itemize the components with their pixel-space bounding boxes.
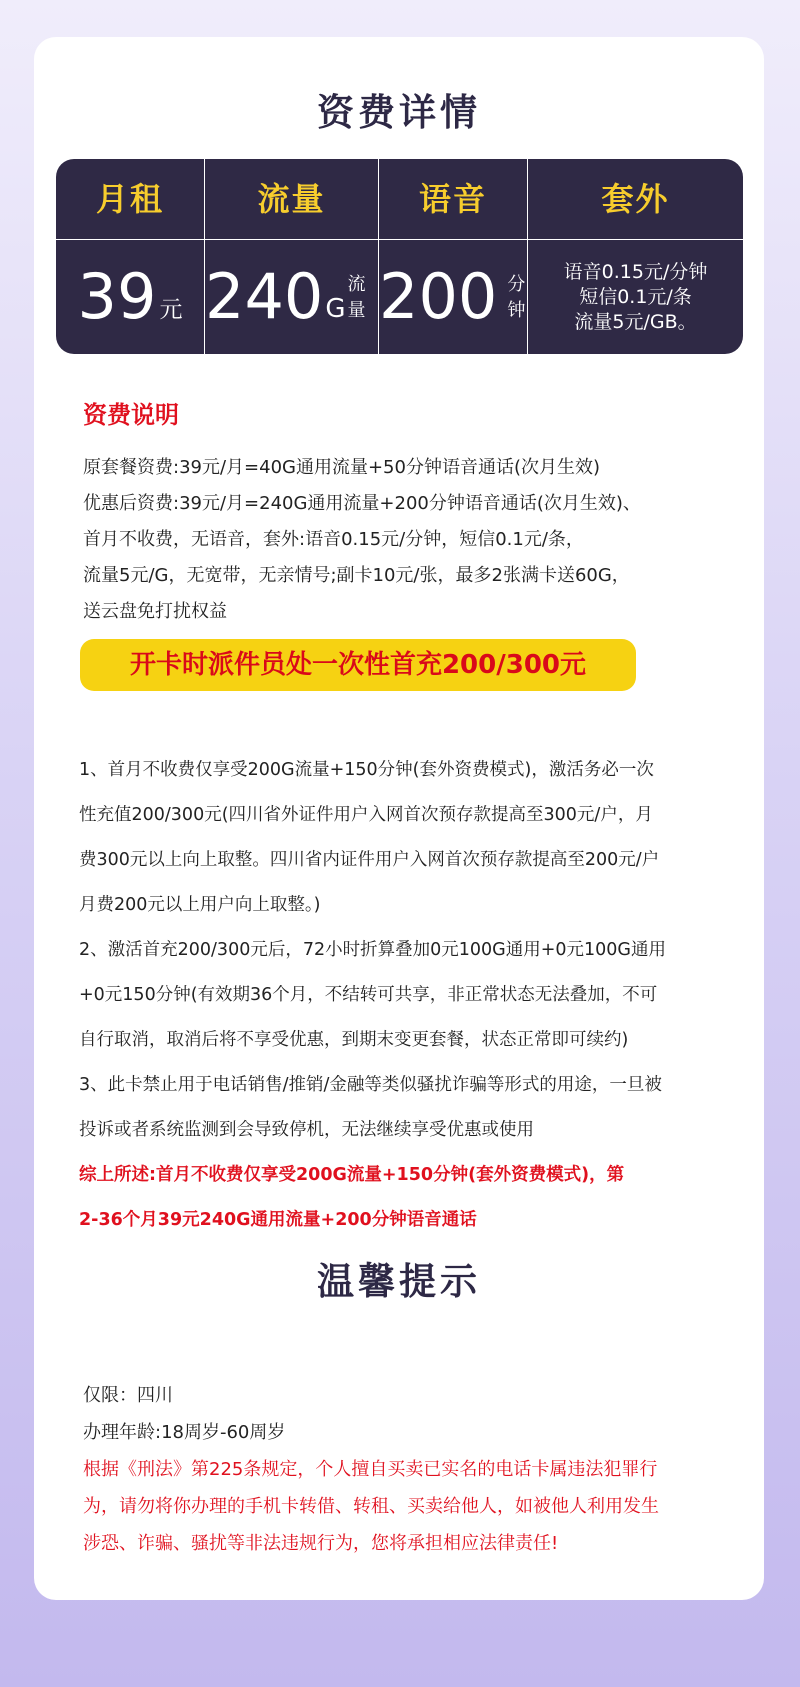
note-line: +0元150分钟(有效期36个月，不结转可共享，非正常状态无法叠加，不可: [79, 985, 658, 1005]
recharge-highlight-banner: 开卡时派件员处一次性首充200/300元: [80, 639, 636, 691]
value-voice: [379, 240, 527, 354]
data-number: 240: [205, 260, 324, 333]
header-monthly-fee: 月租: [95, 180, 164, 218]
terms-notes: [79, 748, 747, 1243]
legal-warning-line: 涉恐、诈骗、骚扰等非法违规行为，您将承担相应法律责任!: [83, 1533, 559, 1554]
page-title: 资费详情: [317, 91, 481, 134]
fee-description-heading: 资费说明: [83, 401, 179, 429]
note-line: 投诉或者系统监测到会导致停机，无法继续享受优惠或使用: [79, 1120, 534, 1140]
header-extra: 套外: [601, 180, 670, 218]
description-line: 流量5元/G，无宽带，无亲情号;副卡10元/张，最多2张满卡送60G，: [83, 565, 630, 586]
extra-charges: [564, 260, 708, 335]
note-line: 1、首月不收费仅享受200G流量+150分钟(套外资费模式)，激活务必一次: [79, 760, 654, 780]
tips-section: [83, 1377, 743, 1562]
summary-line: 综上所述:首月不收费仅享受200G流量+150分钟(套外资费模式)，第: [79, 1165, 625, 1185]
voice-number: 200: [379, 260, 498, 333]
fee-description: [83, 450, 743, 630]
extra-voice: 语音0.15元/分钟: [563, 260, 708, 283]
tip-region: 仅限：四川: [83, 1385, 173, 1406]
value-monthly-fee: [56, 240, 204, 354]
monthly-fee-number: 39: [77, 260, 157, 333]
monthly-fee-unit: 元: [159, 297, 183, 323]
column-monthly-fee: [56, 159, 204, 354]
extra-data: 流量5元/GB。: [574, 310, 697, 333]
content-card: [34, 37, 764, 1600]
tips-title: 温馨提示: [317, 1260, 481, 1303]
header-voice: 语音: [418, 180, 487, 218]
extra-sms: 短信0.1元/条: [579, 285, 692, 308]
value-extra: [528, 240, 743, 354]
description-line: 原套餐资费:39元/月=40G通用流量+50分钟语音通话(次月生效): [83, 457, 600, 478]
column-data: [205, 159, 378, 354]
column-voice: [379, 159, 527, 354]
note-line: 性充值200/300元(四川省外证件用户入网首次预存款提高至300元/户，月: [79, 805, 653, 825]
note-line: 2、激活首充200/300元后，72小时折算叠加0元100G通用+0元100G通用: [79, 940, 666, 960]
description-line: 送云盘免打扰权益: [83, 601, 227, 622]
column-extra: [528, 159, 743, 354]
fee-table: [56, 159, 743, 354]
value-data: [205, 240, 378, 354]
note-line: 3、此卡禁止用于电话销售/推销/金融等类似骚扰诈骗等形式的用途，一旦被: [79, 1075, 662, 1095]
legal-warning-line: 为，请勿将你办理的手机卡转借、转租、买卖给他人，如被他人利用发生: [83, 1496, 659, 1517]
tip-age: 办理年龄:18周岁-60周岁: [83, 1422, 286, 1443]
data-unit: G: [325, 294, 346, 324]
header-data: 流量: [257, 180, 326, 218]
description-line: 优惠后资费:39元/月=240G通用流量+200分钟语音通话(次月生效)、: [83, 493, 641, 514]
description-line: 首月不收费，无语音，套外:语音0.15元/分钟，短信0.1元/条，: [83, 529, 584, 550]
data-suffix: 流量: [347, 274, 366, 321]
legal-warning-line: 根据《刑法》第225条规定，个人擅自买卖已实名的电话卡属违法犯罪行: [83, 1459, 658, 1480]
note-line: 自行取消，取消后将不享受优惠，到期末变更套餐，状态正常即可续约): [79, 1030, 629, 1050]
voice-unit: 分钟: [507, 274, 526, 321]
summary-line: 2-36个月39元240G通用流量+200分钟语音通话: [79, 1210, 477, 1230]
note-line: 月费200元以上用户向上取整。): [79, 895, 321, 915]
note-line: 费300元以上向上取整。四川省内证件用户入网首次预存款提高至200元/户: [79, 850, 660, 870]
